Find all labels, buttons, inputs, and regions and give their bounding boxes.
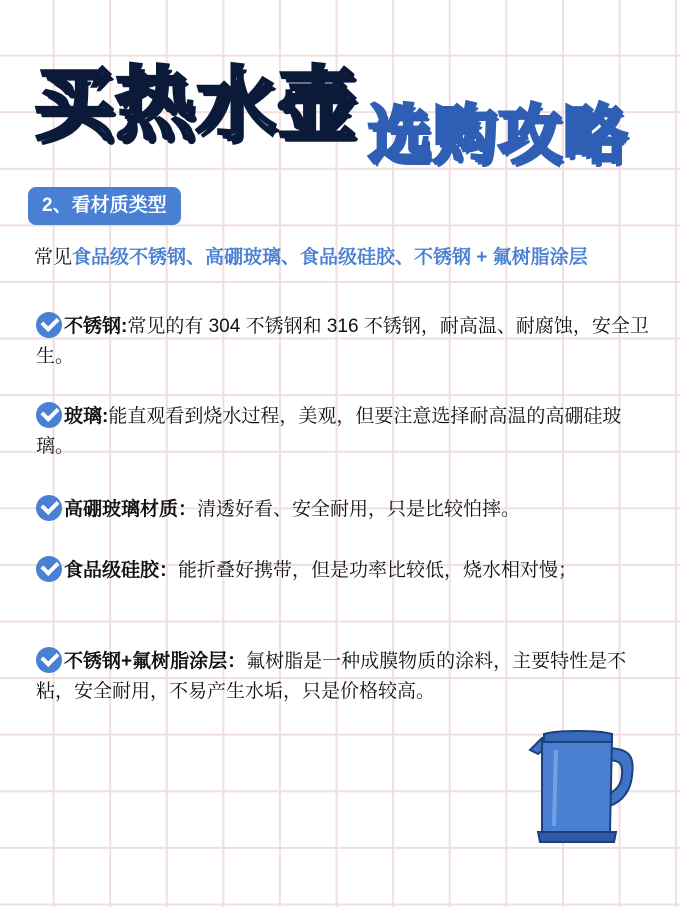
item-term: 不锈钢: — [64, 316, 128, 337]
item-term: 不锈钢+氟树脂涂层： — [64, 651, 247, 672]
list-item — [36, 402, 656, 462]
list-item — [36, 647, 656, 707]
item-term: 高硼玻璃材质： — [64, 499, 198, 520]
check-circle-icon — [36, 556, 62, 582]
list-item — [36, 556, 656, 586]
page-title: 买热水壶 — [34, 58, 358, 151]
item-text: 清透好看、安全耐用，只是比较怕摔。 — [197, 499, 521, 520]
item-text: 能直观看到烧水过程，美观，但要注意选择耐高温的高硼硅玻璃。 — [36, 406, 622, 457]
check-circle-icon — [36, 312, 62, 338]
check-circle-icon — [36, 495, 62, 521]
intro-text — [34, 243, 654, 272]
check-circle-icon — [36, 647, 62, 673]
section-badge: 2、看材质类型 — [28, 187, 181, 225]
intro-highlight: 食品级不锈钢、高硼玻璃、食品级硅胶、不锈钢 + 氟树脂涂层 — [72, 247, 588, 268]
item-text: 能折叠好携带，但是功率比较低，烧水相对慢； — [178, 560, 578, 581]
kettle-illustration — [528, 728, 638, 848]
item-text: 常见的有 304 不锈钢和 316 不锈钢，耐高温、耐腐蚀，安全卫生。 — [36, 316, 649, 367]
intro-prefix: 常见 — [34, 247, 73, 268]
check-circle-icon — [36, 402, 62, 428]
list-item — [36, 312, 656, 372]
item-term: 食品级硅胶： — [64, 560, 179, 581]
item-text: 氟树脂是一种成膜物质的涂料，主要特性是不粘，安全耐用，不易产生水垢，只是价格较高。 — [36, 651, 627, 702]
item-term: 玻璃: — [64, 406, 109, 427]
list-item — [36, 495, 656, 525]
page-subtitle: 选购攻略 — [368, 99, 628, 173]
